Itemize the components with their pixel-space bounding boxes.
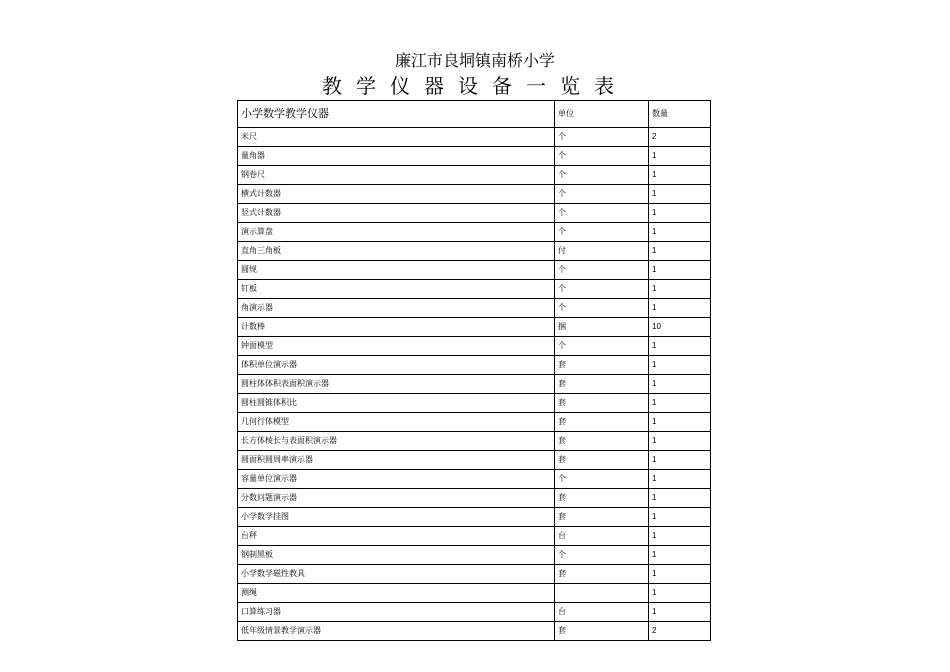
column-header-name: 小学数学教学仪器 [238, 101, 555, 128]
item-unit-cell: 套 [555, 375, 649, 394]
table-row [238, 394, 711, 413]
table-row [238, 413, 711, 432]
item-name-cell: 直角三角板 [238, 242, 555, 261]
item-qty-cell: 1 [649, 147, 711, 166]
table-row [238, 527, 711, 546]
table-row [238, 128, 711, 147]
item-unit-cell: 套 [555, 622, 649, 641]
item-qty-cell: 1 [649, 185, 711, 204]
item-name-cell: 测绳 [238, 584, 555, 603]
item-name-cell: 体积单位演示器 [238, 356, 555, 375]
item-qty-cell: 1 [649, 280, 711, 299]
item-name-cell: 角演示器 [238, 299, 555, 318]
table-row [238, 337, 711, 356]
document-title: 教学仪器设备一览表 [322, 74, 628, 98]
item-unit-cell: 套 [555, 451, 649, 470]
item-unit-cell [555, 584, 649, 603]
item-name-cell: 钢制黑板 [238, 546, 555, 565]
item-name-cell: 圆面积圆周率演示器 [238, 451, 555, 470]
item-qty-cell: 1 [649, 356, 711, 375]
item-qty-cell: 1 [649, 242, 711, 261]
table-row [238, 603, 711, 622]
table-row [238, 356, 711, 375]
item-unit-cell: 台 [555, 527, 649, 546]
item-qty-cell: 1 [649, 451, 711, 470]
item-qty-cell: 1 [649, 432, 711, 451]
item-name-cell: 小学数学磁性教具 [238, 565, 555, 584]
item-name-cell: 低年级情景教学演示器 [238, 622, 555, 641]
item-unit-cell: 套 [555, 356, 649, 375]
table-row [238, 280, 711, 299]
table-row [238, 451, 711, 470]
item-qty-cell: 1 [649, 565, 711, 584]
item-name-cell: 分数问题演示器 [238, 489, 555, 508]
item-name-cell: 钉板 [238, 280, 555, 299]
item-unit-cell: 套 [555, 394, 649, 413]
table-row [238, 565, 711, 584]
table-header-row [238, 101, 711, 128]
item-unit-cell: 套 [555, 565, 649, 584]
item-unit-cell: 个 [555, 204, 649, 223]
item-qty-cell: 1 [649, 413, 711, 432]
item-unit-cell: 个 [555, 280, 649, 299]
item-qty-cell: 1 [649, 489, 711, 508]
school-name: 廉江市良垌镇南桥小学 [394, 51, 555, 70]
item-name-cell: 小学数学挂图 [238, 508, 555, 527]
column-header-qty: 数量 [649, 101, 711, 128]
table-row [238, 166, 711, 185]
item-qty-cell: 1 [649, 337, 711, 356]
item-qty-cell: 1 [649, 584, 711, 603]
item-qty-cell: 1 [649, 204, 711, 223]
column-header-unit: 单位 [555, 101, 649, 128]
item-name-cell: 钢卷尺 [238, 166, 555, 185]
item-qty-cell: 10 [649, 318, 711, 337]
item-name-cell: 圆柱体体积表面积演示器 [238, 375, 555, 394]
item-unit-cell: 套 [555, 489, 649, 508]
table-row [238, 432, 711, 451]
item-qty-cell: 1 [649, 166, 711, 185]
item-unit-cell: 捆 [555, 318, 649, 337]
item-qty-cell: 1 [649, 299, 711, 318]
table-row [238, 299, 711, 318]
item-name-cell: 竖式计数器 [238, 204, 555, 223]
table-row [238, 584, 711, 603]
item-name-cell: 计数棒 [238, 318, 555, 337]
table-row [238, 622, 711, 641]
item-unit-cell: 个 [555, 261, 649, 280]
item-unit-cell: 台 [555, 603, 649, 622]
table-row [238, 204, 711, 223]
item-name-cell: 圆柱圆锥体积比 [238, 394, 555, 413]
item-unit-cell: 套 [555, 413, 649, 432]
inventory-table [237, 100, 711, 641]
table-row [238, 185, 711, 204]
item-unit-cell: 个 [555, 128, 649, 147]
item-qty-cell: 1 [649, 527, 711, 546]
item-name-cell: 横式计数器 [238, 185, 555, 204]
item-qty-cell: 1 [649, 470, 711, 489]
item-unit-cell: 个 [555, 185, 649, 204]
table-row [238, 470, 711, 489]
table-row [238, 242, 711, 261]
item-name-cell: 演示算盘 [238, 223, 555, 242]
item-name-cell: 圆规 [238, 261, 555, 280]
item-qty-cell: 1 [649, 394, 711, 413]
table-row [238, 147, 711, 166]
item-unit-cell: 个 [555, 223, 649, 242]
table-row [238, 508, 711, 527]
item-qty-cell: 1 [649, 546, 711, 565]
item-qty-cell: 1 [649, 603, 711, 622]
item-qty-cell: 1 [649, 508, 711, 527]
item-unit-cell: 个 [555, 299, 649, 318]
item-name-cell: 长方体棱长与表面积演示器 [238, 432, 555, 451]
item-qty-cell: 1 [649, 261, 711, 280]
table-row [238, 546, 711, 565]
item-unit-cell: 付 [555, 242, 649, 261]
item-name-cell: 量角器 [238, 147, 555, 166]
item-qty-cell: 2 [649, 622, 711, 641]
item-name-cell: 几何行体模型 [238, 413, 555, 432]
item-name-cell: 米尺 [238, 128, 555, 147]
table-row [238, 489, 711, 508]
item-unit-cell: 个 [555, 546, 649, 565]
item-unit-cell: 个 [555, 166, 649, 185]
item-qty-cell: 2 [649, 128, 711, 147]
item-unit-cell: 个 [555, 147, 649, 166]
item-name-cell: 口算练习器 [238, 603, 555, 622]
item-name-cell: 容量单位演示器 [238, 470, 555, 489]
table-row [238, 375, 711, 394]
table-row [238, 261, 711, 280]
item-name-cell: 钟面模型 [238, 337, 555, 356]
item-unit-cell: 个 [555, 470, 649, 489]
item-qty-cell: 1 [649, 223, 711, 242]
item-name-cell: 台秤 [238, 527, 555, 546]
item-unit-cell: 套 [555, 432, 649, 451]
item-qty-cell: 1 [649, 375, 711, 394]
table-row [238, 223, 711, 242]
table-row [238, 318, 711, 337]
item-unit-cell: 个 [555, 337, 649, 356]
item-unit-cell: 套 [555, 508, 649, 527]
